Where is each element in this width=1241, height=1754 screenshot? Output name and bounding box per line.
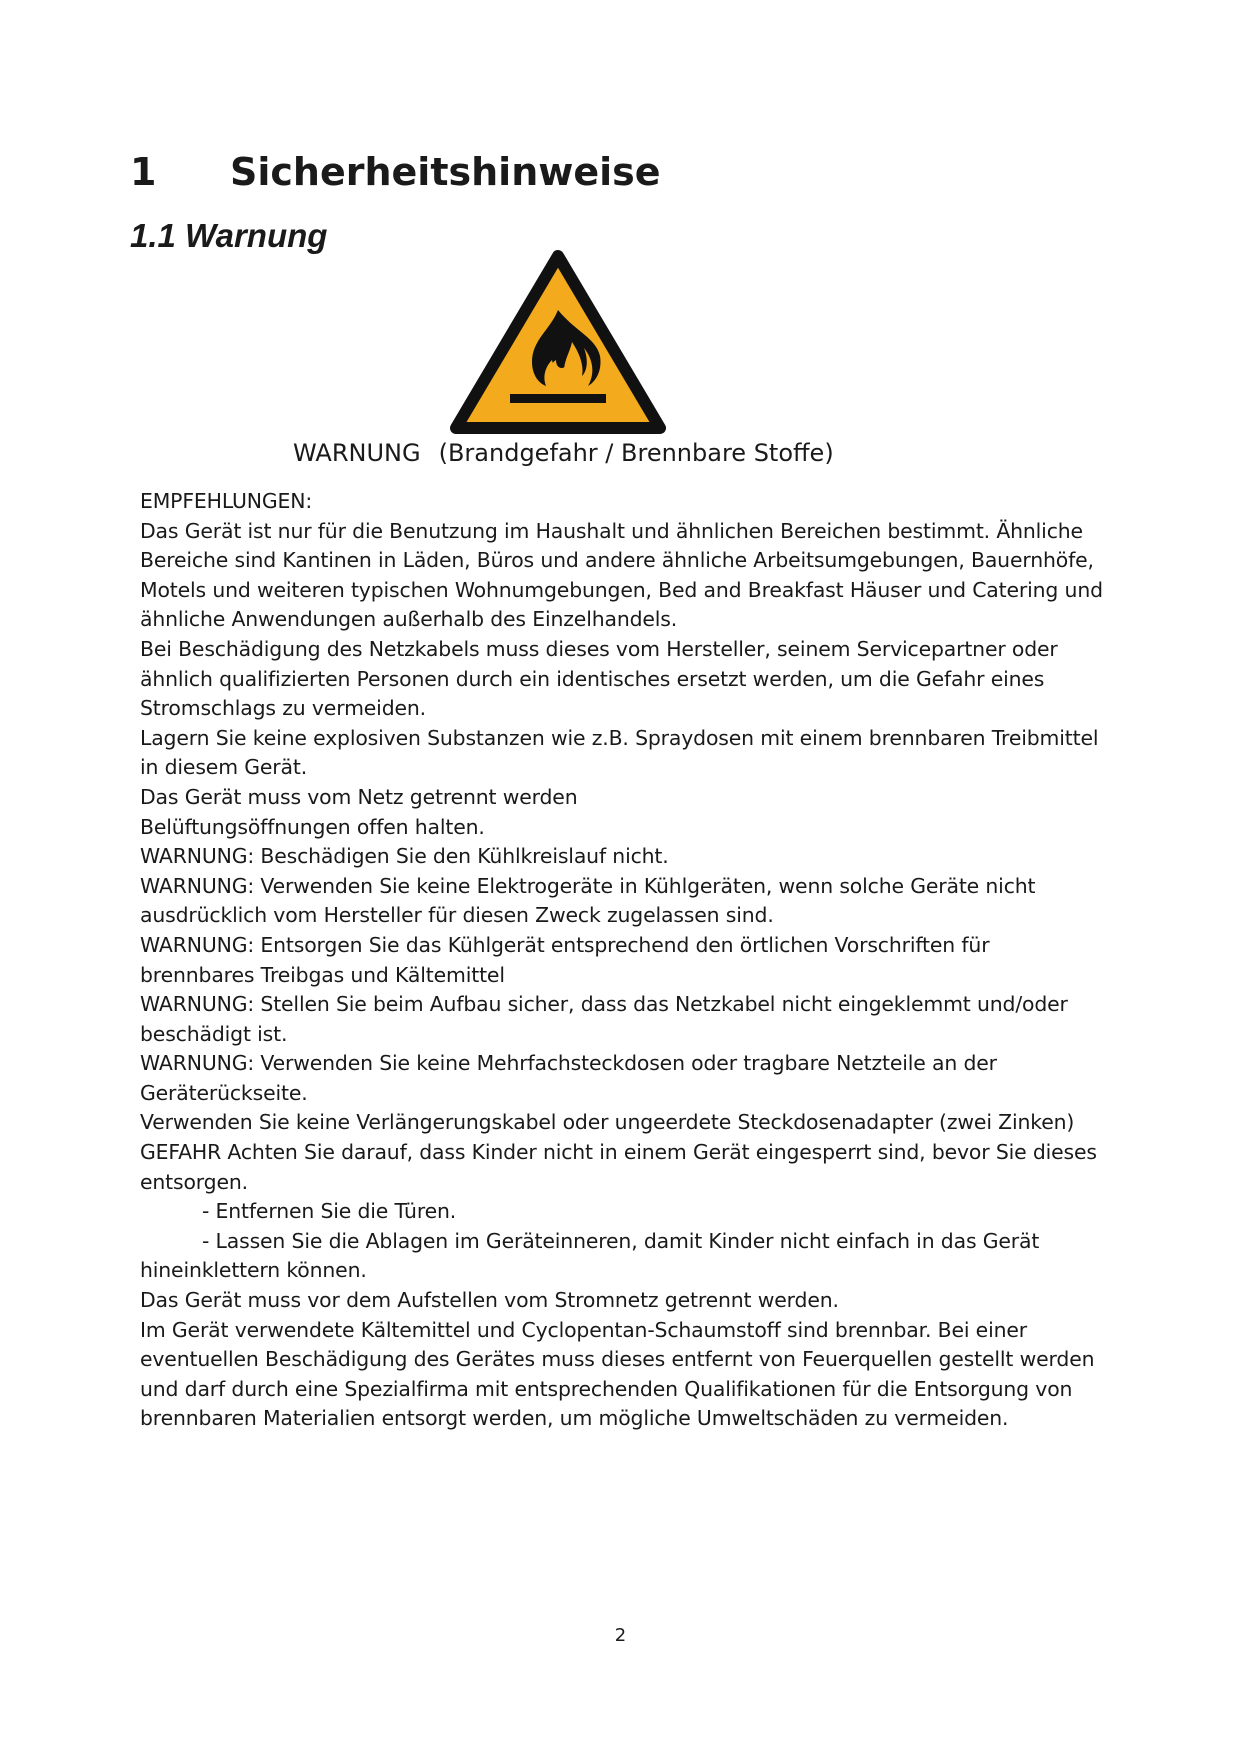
text-line: in diesem Gerät. [140, 755, 308, 780]
text-line: entsorgen. [140, 1169, 248, 1194]
flammable-warning-icon [450, 248, 666, 438]
subsection-heading: 1.1 Warnung [130, 217, 328, 254]
section-number: 1 [130, 150, 157, 194]
text-line: EMPFEHLUNGEN: [140, 489, 313, 513]
text-line: Stromschlags zu vermeiden. [140, 696, 426, 721]
section-title: Sicherheitshinweise [230, 150, 661, 194]
text-line: WARNUNG: Beschädigen Sie den Kühlkreislauf nicht. [140, 844, 669, 869]
text-line: beschädigt ist. [140, 1021, 288, 1046]
list-item: - Entfernen Sie die Türen. [202, 1199, 457, 1224]
text-line: Das Gerät muss vor dem Aufstellen vom Stromnetz getrennt werden. [140, 1288, 839, 1313]
text-line: WARNUNG: Verwenden Sie keine Mehrfachsteckdosen oder tragbare Netzteile an der [140, 1051, 997, 1076]
warning-caption [293, 438, 834, 468]
text-line: Bei Beschädigung des Netzkabels muss dieses vom Hersteller, seinem Servicepartner oder [140, 636, 1058, 661]
section-heading [130, 148, 661, 196]
text-line: ähnlich qualifizierten Personen durch ein identisches ersetzt werden, um die Gefahr eines [140, 666, 1045, 691]
text-line: eventuellen Beschädigung des Gerätes muss dieses entfernt von Feuerquellen gestellt werden [140, 1347, 1095, 1372]
text-line: brennbares Treibgas und Kältemittel [140, 962, 505, 987]
text-line: Geräterückseite. [140, 1080, 308, 1105]
text-line: WARNUNG: Stellen Sie beim Aufbau sicher, dass das Netzkabel nicht eingeklemmt und/oder [140, 992, 1068, 1017]
page-number: 2 [614, 1625, 627, 1646]
text-line: Bereiche sind Kantinen in Läden, Büros und andere ähnliche Arbeitsumgebungen, Bauernhöfe, [140, 548, 1094, 573]
text-line: WARNUNG: Entsorgen Sie das Kühlgerät entsprechend den örtlichen Vorschriften für [140, 932, 990, 957]
text-line: GEFAHR Achten Sie darauf, dass Kinder nicht in einem Gerät eingesperrt sind, bevor Sie dieses [140, 1140, 1097, 1165]
text-line: Das Gerät ist nur für die Benutzung im Haushalt und ähnlichen Bereichen bestimmt. Ähnliche [140, 518, 1083, 543]
text-line: Im Gerät verwendete Kältemittel und Cyclopentan-Schaumstoff sind brennbar. Bei einer [140, 1317, 1027, 1342]
warning-detail: (Brandgefahr / Brennbare Stoffe) [438, 439, 834, 467]
text-line: ähnliche Anwendungen außerhalb des Einzelhandels. [140, 607, 678, 632]
text-line: Motels und weiteren typischen Wohnumgebungen, Bed and Breakfast Häuser und Catering und [140, 577, 1103, 602]
text-line: ausdrücklich vom Hersteller für diesen Zweck zugelassen sind. [140, 903, 774, 928]
body-text [140, 487, 1130, 1434]
list-item: - Lassen Sie die Ablagen im Geräteinneren, damit Kinder nicht einfach in das Gerät [202, 1228, 1040, 1253]
text-line: und darf durch eine Spezialfirma mit entsprechenden Qualifikationen für die Entsorgung von [140, 1376, 1073, 1401]
text-line: WARNUNG: Verwenden Sie keine Elektrogeräte in Kühlgeräten, wenn solche Geräte nicht [140, 873, 1036, 898]
text-line: Verwenden Sie keine Verlängerungskabel oder ungeerdete Steckdosenadapter (zwei Zinken) [140, 1110, 1075, 1135]
text-line: brennbaren Materialien entsorgt werden, um mögliche Umweltschäden zu vermeiden. [140, 1406, 1009, 1431]
text-line: Das Gerät muss vom Netz getrennt werden [140, 784, 578, 809]
text-line: hineinklettern können. [140, 1258, 367, 1283]
warning-label: WARNUNG [293, 439, 421, 467]
text-line: Belüftungsöffnungen offen halten. [140, 814, 485, 839]
text-line: Lagern Sie keine explosiven Substanzen wie z.B. Spraydosen mit einem brennbaren Treibmittel [140, 725, 1099, 750]
